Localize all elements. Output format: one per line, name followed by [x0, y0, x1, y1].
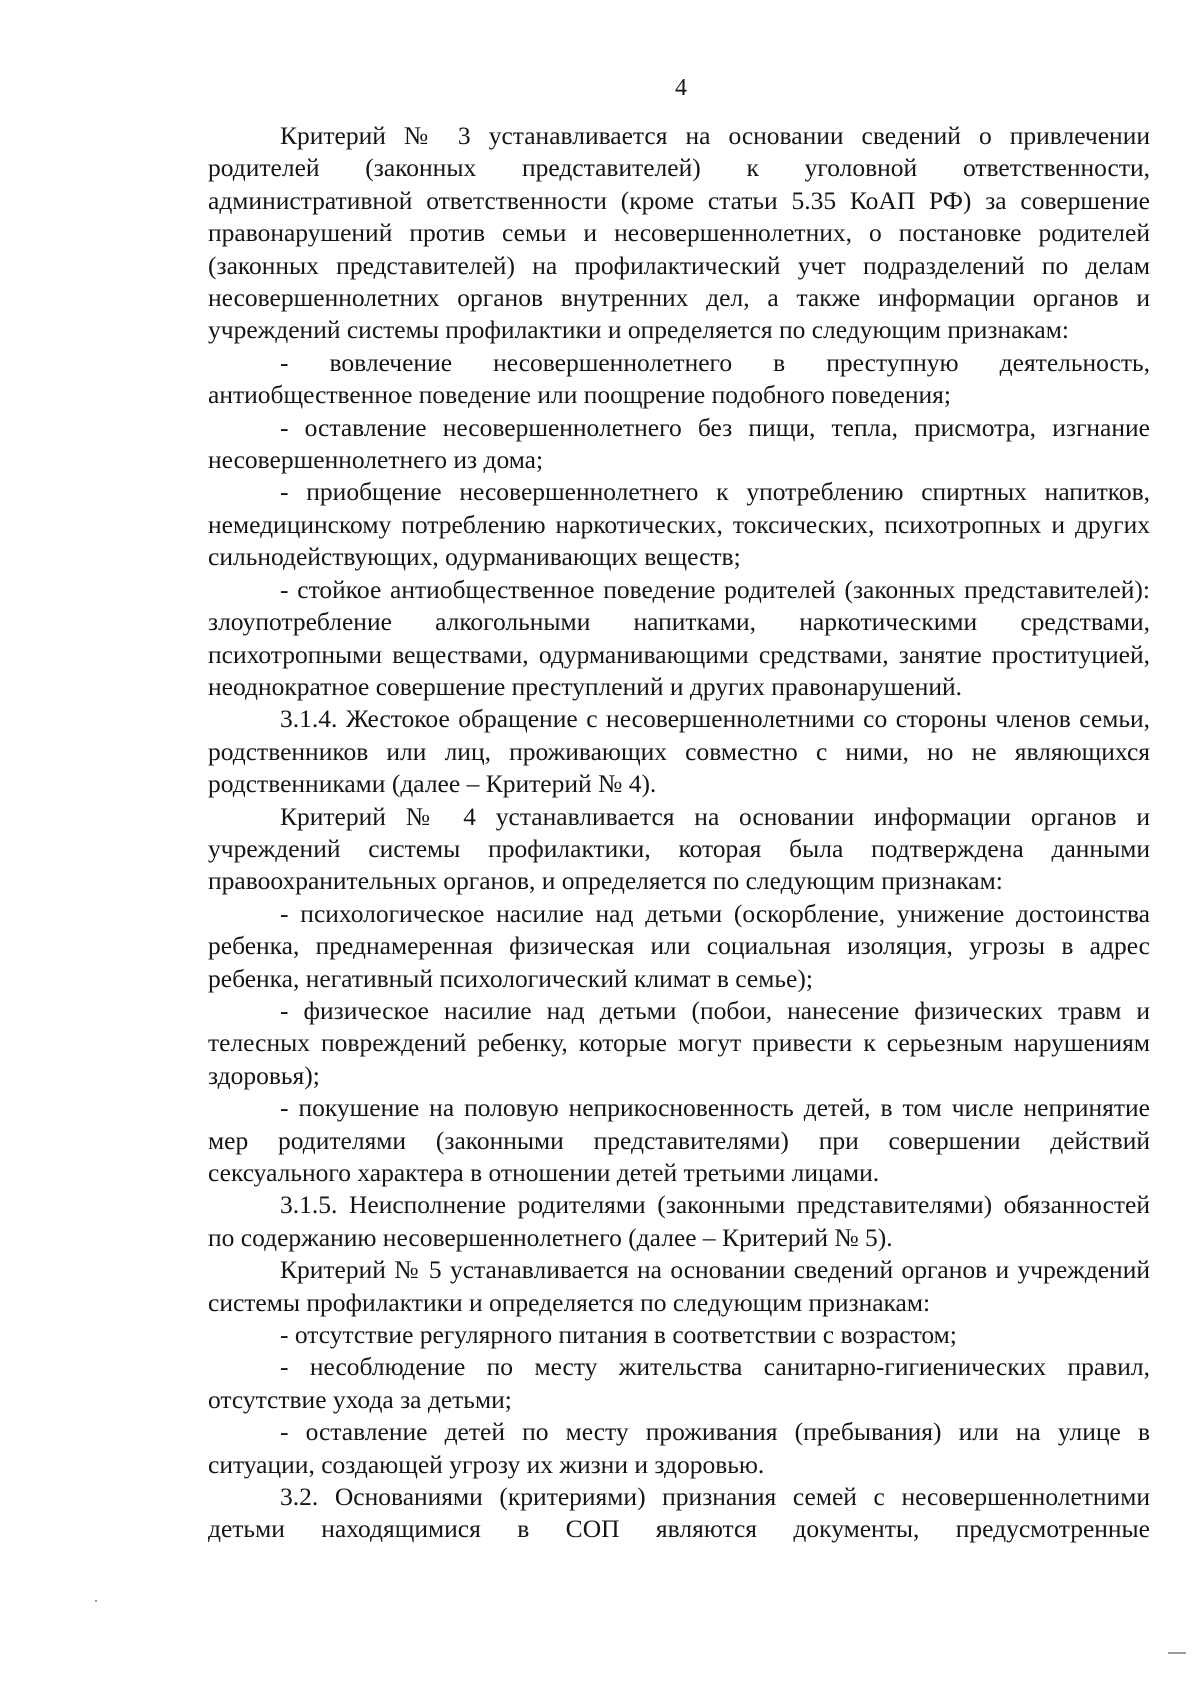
page-number: 4 [675, 75, 687, 101]
paragraph-physical-violence: - физическое насилие над детьми (побои, нанесение физических травм и телесных повреждений ребенку, которые могут привести к серьезным нарушениям здоровья); [208, 995, 1150, 1090]
document-body [208, 120, 1150, 1546]
scan-artifact-line [1168, 1652, 1186, 1654]
paragraph-sanitary: - несоблюдение по месту жительства санитарно-гигиенических правил, отсутствие ухода за детьми; [208, 1352, 1150, 1414]
paragraph-criterion-5: Критерий № 5 устанавливается на основании сведений органов и учреждений системы профилактики и определяется по следующим признакам: [208, 1255, 1150, 1317]
paragraph-section-3-1-5: 3.1.5. Неисполнение родителями (законными представителями) обязанностей по содержанию несовершеннолетнего (далее – Критерий № 5). [208, 1190, 1150, 1252]
paragraph-section-3-2: 3.2. Основаниями (критериями) признания семей с несовершеннолетними детьми находящимися в СОП являются документы, предусмотренные [208, 1482, 1150, 1544]
scan-artifact-dot [95, 1600, 97, 1602]
paragraph-substances: - приобщение несовершеннолетнего к употреблению спиртных напитков, немедицинскому потреблению наркотических, токсических, психотропных и других сильнодействующих, одурманивающих веществ; [208, 477, 1150, 572]
paragraph-danger: - оставление детей по месту проживания (пребывания) или на улице в ситуации, создающей угрозу их жизни и здоровью. [208, 1417, 1150, 1479]
paragraph-section-3-1-4: 3.1.4. Жестокое обращение с несовершеннолетними со стороны членов семьи, родственников или лиц, проживающих совместно с ними, но не являющихся родственниками (далее – Критерий № 4). [208, 704, 1150, 799]
paragraph-involvement: - вовлечение несовершеннолетнего в преступную деятельность, антиобщественное поведение или поощрение подобного поведения; [208, 347, 1150, 410]
paragraph-nutrition: - отсутствие регулярного питания в соответствии с возрастом; [280, 1320, 957, 1350]
paragraph-psychological-violence: - психологическое насилие над детьми (оскорбление, унижение достоинства ребенка, преднамеренная физическая или социальная изоляция, угрозы в адрес ребенка, негативный психологический климат в семье); [208, 898, 1150, 993]
paragraph-criterion-3: Критерий № 3 устанавливается на основании сведений о привлечении родителей (законных представителей) к уголовной ответственности, административной ответственности (кроме статьи 5.35 КоАП РФ) за совершение правонарушений против семьи и несовершеннолетних, о постановке родителей (законных представителей) на профилактический учет подразделений по делам несовершеннолетних органов внутренних дел, а также информации органов и учреждений системы профилактики и определяется по следующим признакам: [208, 121, 1150, 345]
paragraph-antisocial-behavior: - стойкое антиобщественное поведение родителей (законных представителей): злоупотребление алкогольными напитками, наркотическими средствами, психотропными веществами, одурманивающими средствами, занятие проституцией, неоднократное совершение преступлений и других правонарушений. [208, 574, 1150, 701]
paragraph-sexual-integrity: - покушение на половую неприкосновенность детей, в том числе непринятие мер родителями (законными представителями) при совершении действий сексуального характера в отношении детей третьими лицами. [208, 1093, 1150, 1187]
paragraph-neglect: - оставление несовершеннолетнего без пищи, тепла, присмотра, изгнание несовершеннолетнего из дома; [208, 412, 1150, 475]
paragraph-criterion-4: Критерий № 4 устанавливается на основании информации органов и учреждений системы профилактики, которая была подтверждена данными правоохранительных органов, и определяется по следующим признакам: [208, 801, 1150, 896]
